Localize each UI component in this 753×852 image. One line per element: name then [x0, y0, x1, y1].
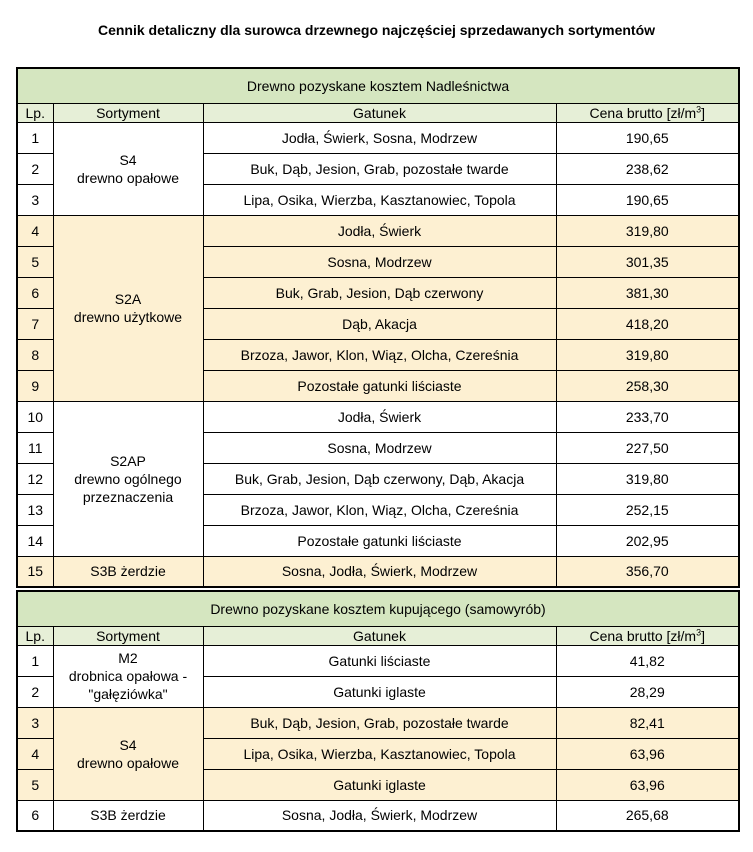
cell-gatunek: Lipa, Osika, Wierzba, Kasztanowiec, Topola	[203, 184, 556, 215]
cell-cena: 252,15	[556, 494, 739, 525]
cell-cena: 265,68	[556, 800, 739, 831]
group-code: S2A	[114, 291, 142, 307]
group-name-line1: drobnica opałowa -	[68, 668, 188, 684]
cell-lp: 13	[17, 494, 53, 525]
cell-cena: 63,96	[556, 738, 739, 769]
cell-lp: 1	[17, 122, 53, 153]
table-row	[17, 401, 739, 432]
cell-cena: 227,50	[556, 432, 739, 463]
header-cena-end: ]	[701, 104, 706, 121]
cell-lp: 3	[17, 184, 53, 215]
cell-gatunek: Pozostałe gatunki liściaste	[203, 370, 556, 401]
cell-lp: 5	[17, 769, 53, 800]
cell-cena: 418,20	[556, 308, 739, 339]
price-table-samowyrob	[16, 590, 740, 832]
cell-lp: 2	[17, 153, 53, 184]
cell-lp: 6	[17, 277, 53, 308]
group-name-line2: przeznaczenia	[82, 488, 174, 505]
cell-gatunek: Sosna, Modrzew	[203, 432, 556, 463]
header-lp: Lp.	[17, 626, 53, 645]
table-row	[17, 707, 739, 738]
cell-gatunek: Sosna, Jodła, Świerk, Modrzew	[203, 800, 556, 831]
cell-lp: 3	[17, 707, 53, 738]
group-code: S4	[119, 151, 137, 168]
header-cena	[556, 626, 739, 645]
header-sortyment: Sortyment	[53, 626, 203, 645]
cell-lp: 4	[17, 215, 53, 246]
header-gatunek: Gatunek	[203, 626, 556, 645]
group-s4	[53, 707, 203, 800]
group-name: drewno opałowe	[77, 754, 179, 771]
column-header-row	[17, 626, 739, 645]
cell-gatunek: Buk, Grab, Jesion, Dąb czerwony, Dąb, Akacja	[203, 463, 556, 494]
cell-lp: 1	[17, 645, 53, 676]
table-row	[17, 645, 739, 676]
cell-gatunek: Jodła, Świerk, Sosna, Modrzew	[203, 122, 556, 153]
cell-gatunek: Sosna, Modrzew	[203, 246, 556, 277]
cell-lp: 14	[17, 525, 53, 556]
group-name: drewno opałowe	[77, 169, 179, 186]
header-cena-sup: 3	[696, 103, 702, 114]
group-s4	[53, 122, 203, 215]
cell-lp: 4	[17, 738, 53, 769]
cell-cena: 301,35	[556, 246, 739, 277]
cell-lp: 6	[17, 800, 53, 831]
cell-cena: 238,62	[556, 153, 739, 184]
price-table-nadlesnictwo	[16, 67, 740, 588]
group-code: S4	[119, 736, 137, 753]
group-name-line1: drewno ogólnego	[74, 470, 182, 487]
header-cena-label: Cena brutto [zł/m	[589, 627, 697, 644]
group-code: M2	[118, 650, 138, 666]
cell-cena: 233,70	[556, 401, 739, 432]
cell-gatunek: Lipa, Osika, Wierzba, Kasztanowiec, Topola	[203, 738, 556, 769]
cell-lp: 11	[17, 432, 53, 463]
cell-lp: 9	[17, 370, 53, 401]
group-name: drewno użytkowe	[73, 309, 183, 325]
cell-lp: 12	[17, 463, 53, 494]
header-cena-label: Cena brutto [zł/m	[589, 104, 697, 121]
cell-gatunek: Brzoza, Jawor, Klon, Wiąz, Olcha, Czereśnia	[203, 339, 556, 370]
header-gatunek: Gatunek	[203, 103, 556, 122]
cell-gatunek: Buk, Grab, Jesion, Dąb czerwony	[203, 277, 556, 308]
cell-cena: 319,80	[556, 339, 739, 370]
section-title: Drewno pozyskane kosztem kupującego (samowyrób)	[17, 591, 739, 626]
group-s2ap	[53, 401, 203, 556]
cell-cena: 63,96	[556, 769, 739, 800]
cell-gatunek: Jodła, Świerk	[203, 215, 556, 246]
group-s3b: S3B żerdzie	[53, 800, 203, 831]
cell-cena: 82,41	[556, 707, 739, 738]
cell-gatunek: Brzoza, Jawor, Klon, Wiąz, Olcha, Czereśnia	[203, 494, 556, 525]
cell-cena: 381,30	[556, 277, 739, 308]
cell-cena: 319,80	[556, 215, 739, 246]
cell-lp: 2	[17, 676, 53, 707]
header-lp: Lp.	[17, 103, 53, 122]
group-m2	[53, 645, 203, 707]
table-row	[17, 556, 739, 587]
header-sortyment: Sortyment	[53, 103, 203, 122]
cell-gatunek: Buk, Dąb, Jesion, Grab, pozostałe twarde	[203, 153, 556, 184]
cell-gatunek: Dąb, Akacja	[203, 308, 556, 339]
header-cena	[556, 103, 739, 122]
cell-lp: 15	[17, 556, 53, 587]
cell-cena: 190,65	[556, 122, 739, 153]
cell-gatunek: Jodła, Świerk	[203, 401, 556, 432]
cell-cena: 258,30	[556, 370, 739, 401]
cell-lp: 8	[17, 339, 53, 370]
cell-gatunek: Gatunki iglaste	[203, 676, 556, 707]
table-row	[17, 800, 739, 831]
cell-lp: 7	[17, 308, 53, 339]
cell-cena: 190,65	[556, 184, 739, 215]
table-row	[17, 215, 739, 246]
column-header-row	[17, 103, 739, 122]
cell-cena: 41,82	[556, 645, 739, 676]
cell-gatunek: Sosna, Jodła, Świerk, Modrzew	[203, 556, 556, 587]
table-row	[17, 122, 739, 153]
cell-lp: 10	[17, 401, 53, 432]
cell-cena: 356,70	[556, 556, 739, 587]
group-s2a	[53, 215, 203, 401]
section-header	[17, 591, 739, 626]
cell-gatunek: Buk, Dąb, Jesion, Grab, pozostałe twarde	[203, 707, 556, 738]
header-cena-end: ]	[701, 627, 705, 644]
cell-cena: 319,80	[556, 463, 739, 494]
group-s3b: S3B żerdzie	[53, 556, 203, 587]
document-title: Cennik detaliczny dla surowca drzewnego najczęściej sprzedawanych sortymentów	[97, 22, 656, 38]
cell-gatunek: Pozostałe gatunki liściaste	[203, 525, 556, 556]
cell-gatunek: Gatunki liściaste	[203, 645, 556, 676]
section-title: Drewno pozyskane kosztem Nadleśnictwa	[17, 68, 739, 103]
cell-cena: 28,29	[556, 676, 739, 707]
cell-lp: 5	[17, 246, 53, 277]
group-name-line2: "gałęziówka"	[88, 686, 168, 702]
section-header	[17, 68, 739, 103]
cell-gatunek: Gatunki iglaste	[203, 769, 556, 800]
header-cena-sup: 3	[696, 626, 702, 637]
cell-cena: 202,95	[556, 525, 739, 556]
group-code: S2AP	[110, 452, 146, 469]
